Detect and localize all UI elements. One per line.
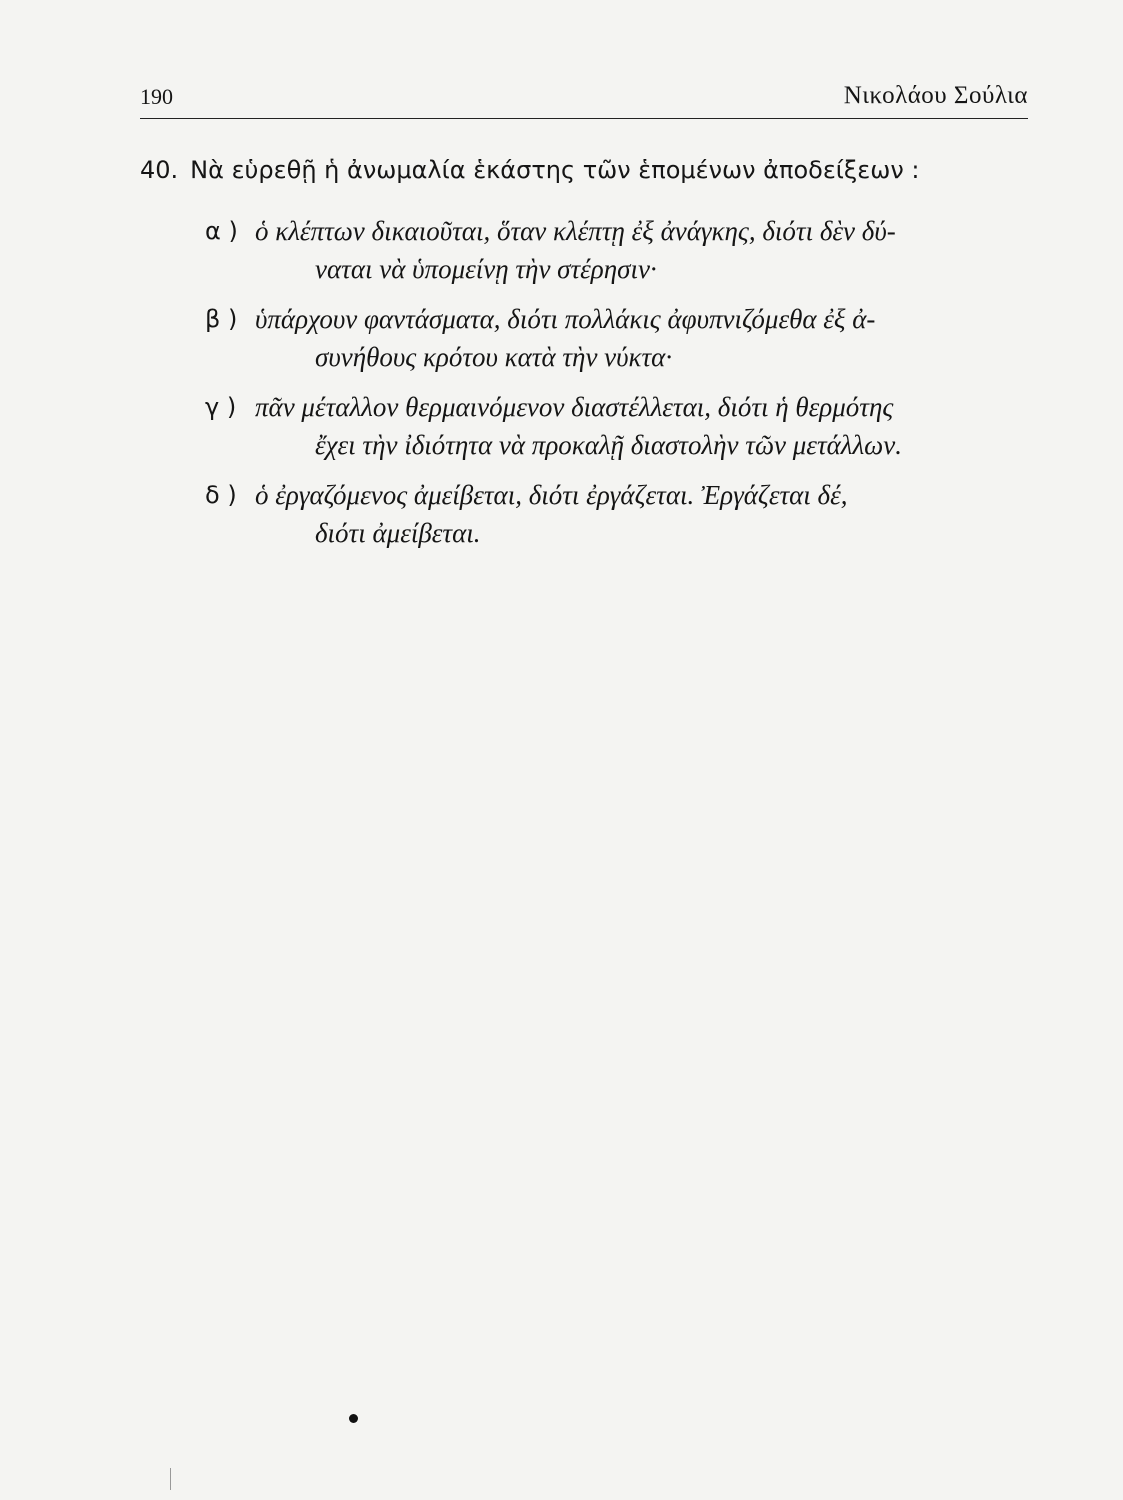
page-header bbox=[140, 78, 1028, 122]
bullet-dot bbox=[349, 1414, 358, 1423]
list-item bbox=[205, 388, 1035, 464]
page-number: 190 bbox=[140, 84, 173, 109]
item-marker: β ) bbox=[205, 305, 238, 333]
item-line: συνήθους κρότου κατὰ τὴν νύκτα· bbox=[315, 342, 673, 372]
item-marker: α ) bbox=[205, 217, 238, 245]
item-marker: γ ) bbox=[205, 393, 237, 421]
list-item bbox=[205, 212, 1035, 288]
exercise-instruction: Νὰ εὑρεθῇ ἡ ἀνωμαλία ἑκάστης τῶν ἑπομένων ἀποδείξεων : bbox=[190, 156, 920, 184]
item-line: ὁ κλέπτων δικαιοῦται, ὅταν κλέπτῃ ἐξ ἀνάγκης, διότι δὲν δύ- bbox=[255, 216, 896, 246]
exercise-items bbox=[205, 212, 1035, 564]
item-text bbox=[255, 476, 1035, 552]
item-line: ὁ ἐργαζόμενος ἀμείβεται, διότι ἐργάζεται. Ἐργάζεται δέ, bbox=[255, 480, 848, 510]
item-text bbox=[255, 300, 1035, 376]
item-line: ὑπάρχουν φαντάσματα, διότι πολλάκις ἀφυπνιζόμεθα ἐξ ἀ- bbox=[255, 304, 876, 334]
running-title: Νικολάου Σούλια bbox=[843, 82, 1028, 109]
exercise-number: 40. bbox=[140, 156, 179, 184]
list-item bbox=[205, 476, 1035, 552]
exercise-heading bbox=[140, 152, 1030, 188]
item-line: ναται νὰ ὑπομείνῃ τὴν στέρησιν· bbox=[315, 254, 657, 284]
exercise-40 bbox=[140, 152, 1030, 548]
scan-edge-mark bbox=[170, 1468, 171, 1490]
item-marker: δ ) bbox=[205, 481, 237, 509]
item-line: πᾶν μέταλλον θερμαινόμενον διαστέλλεται, διότι ἡ θερμότης bbox=[255, 392, 894, 422]
list-item bbox=[205, 300, 1035, 376]
item-text bbox=[255, 212, 1035, 288]
item-line: διότι ἀμείβεται. bbox=[315, 518, 481, 548]
item-text bbox=[255, 388, 1035, 464]
header-rule bbox=[140, 118, 1028, 119]
item-line: ἔχει τὴν ἰδιότητα νὰ προκαλῇ διαστολὴν τῶν μετάλλων. bbox=[315, 430, 902, 460]
